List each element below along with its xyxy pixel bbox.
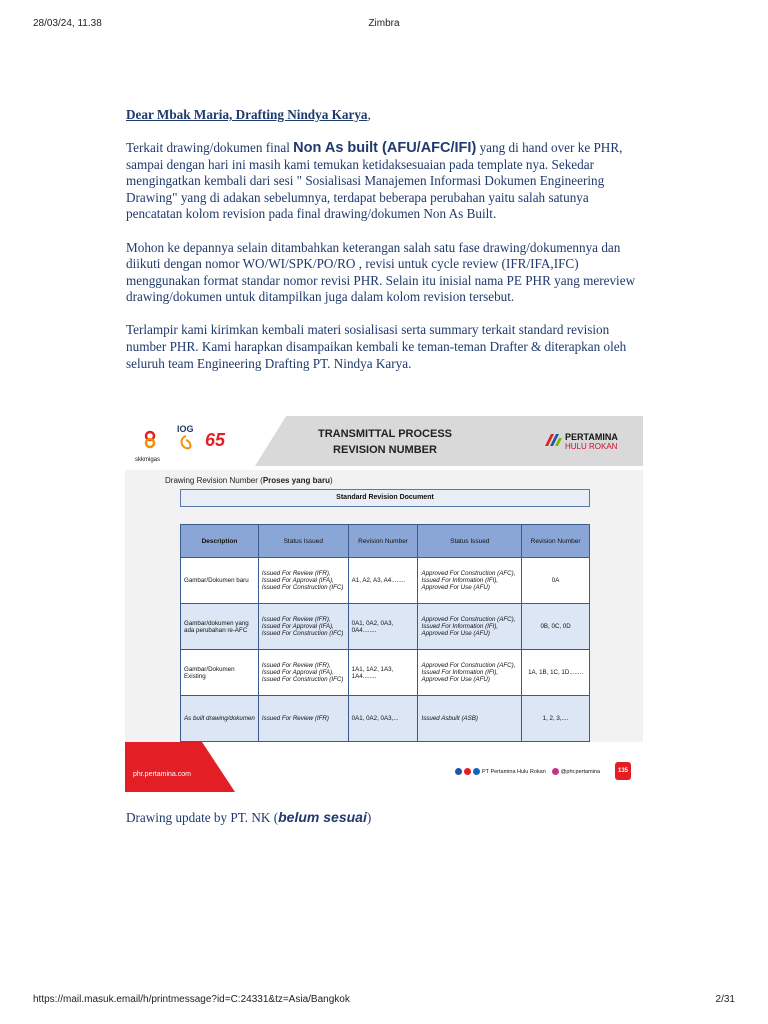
cell-status: Approved For Construction (AFC), Issued For Information (IFI), Approved For Use (AFU) bbox=[418, 604, 522, 650]
cell-status: Approved For Construction (AFC), Issued For Information (IFI), Approved For Use (AFU) bbox=[418, 650, 522, 696]
cell-revision: 0A1, 0A2, 0A3, 0A4........ bbox=[348, 604, 418, 650]
facebook-icon bbox=[455, 768, 462, 775]
pertamina-logo: PERTAMINA HULU ROKAN bbox=[565, 432, 618, 451]
cell-status: Approved For Construction (AFC), Issued For Information (IFI), Approved For Use (AFU) bbox=[418, 558, 522, 604]
table-row bbox=[181, 696, 590, 742]
cell-revision: 0A bbox=[522, 558, 590, 604]
linkedin-icon bbox=[473, 768, 480, 775]
cell-description: As built drawing/dokumen bbox=[181, 696, 259, 742]
cell-status: Issued For Review (IFR), Issued For Approval (IFA), Issued For Construction (IFC) bbox=[258, 558, 348, 604]
print-title: Zimbra bbox=[368, 18, 400, 29]
table-row bbox=[181, 604, 590, 650]
instagram-icon bbox=[552, 768, 559, 775]
col-header: Revision Number bbox=[348, 525, 418, 558]
pertamina-icon bbox=[543, 432, 563, 448]
print-datetime: 28/03/24, 11.38 bbox=[33, 18, 102, 29]
youtube-icon bbox=[464, 768, 471, 775]
emphasis-non-as-built: Non As built (AFU/AFC/IFI) bbox=[293, 140, 477, 157]
col-header: Status Issued bbox=[418, 525, 522, 558]
paragraph-3: Terlampir kami kirimkan kembali materi sosialisasi serta summary terkait standard revision number PHR. Kami harapkan disampaikan kembali ke teman-teman Drafter & diterapkan oleh seluruh team Engineering Drafting PT. Nindya Karya. bbox=[126, 322, 627, 371]
cell-revision: 1A1, 1A2, 1A3, 1A4........ bbox=[348, 650, 418, 696]
email-body bbox=[126, 107, 641, 389]
iog-swirl-icon bbox=[177, 434, 195, 452]
transmittal-slide-image bbox=[125, 406, 643, 792]
page-number: 2/31 bbox=[715, 994, 735, 1005]
social-links: PT Pertamina Hulu Rokan @phr.pertamina bbox=[455, 768, 600, 775]
skkmigas-icon bbox=[135, 428, 165, 456]
col-header: Status Issued bbox=[258, 525, 348, 558]
cell-revision: 1A, 1B, 1C, 1D........ bbox=[522, 650, 590, 696]
slide-footer bbox=[125, 742, 643, 792]
iog-logo: IOG bbox=[177, 424, 195, 457]
cell-description: Gambar/Dokumen Existing bbox=[181, 650, 259, 696]
slide-title: TRANSMITTAL PROCESS REVISION NUMBER bbox=[317, 428, 453, 456]
cell-revision: 1, 2, 3,.... bbox=[522, 696, 590, 742]
table-row bbox=[181, 650, 590, 696]
cell-revision: 0A1, 0A2, 0A3,... bbox=[348, 696, 418, 742]
print-url: https://mail.masuk.email/h/printmessage?id=C:24331&tz=Asia/Bangkok bbox=[33, 994, 350, 1005]
anniversary-logo: 65 bbox=[205, 430, 226, 450]
cell-status: Issued For Review (IFR), Issued For Approval (IFA), Issued For Construction (IFC) bbox=[258, 650, 348, 696]
table-header-row bbox=[181, 525, 590, 558]
cell-revision: 0B, 0C, 0D bbox=[522, 604, 590, 650]
paragraph-2: Mohon ke depannya selain ditambahkan keterangan salah satu fase drawing/dokumennya dan diikuti dengan nomor WO/WI/SPK/PO/RO , revisi untuk cycle review (IFR/IFA,IFC) menggunakan format standar nomor revisi PHR. Selain itu inisial nama PE PHR yang mereview drawing/dokumen untuk ditampilkan juga dalam kolom revision tersebut. bbox=[126, 239, 636, 305]
cell-description: Gambar/dokumen yang ada perubahan re-AFC bbox=[181, 604, 259, 650]
col-header: Revision Number bbox=[522, 525, 590, 558]
drawing-update-caption: Drawing update by PT. NK (belum sesuai) bbox=[126, 809, 372, 825]
cell-status: Issued For Review (IFR) bbox=[258, 696, 348, 742]
greeting: Dear Mbak Maria, Drafting Nindya Karya bbox=[126, 107, 368, 122]
revision-table bbox=[180, 524, 590, 742]
table-row bbox=[181, 558, 590, 604]
standard-revision-heading: Standard Revision Document bbox=[180, 489, 590, 507]
col-header: Description bbox=[181, 525, 259, 558]
cell-revision: A1, A2, A3, A4........ bbox=[348, 558, 418, 604]
paragraph-1: Terkait drawing/dokumen final Non As built (AFU/AFC/IFI) yang di hand over ke PHR, sampai dengan hari ini masih kami temukan ketidaksesuaian pada template nya. Sekedar mengingatkan kembali dari sesi " Sosialisasi Manajemen Informasi Dokumen Engineering Drawing" yang di adakan sebelumnya, terdapat beberapa perubahan yaitu salah satunya pencatatan kolom revision pada final drawing/dokumen Non As Built. bbox=[126, 140, 623, 222]
drawing-revision-label: Drawing Revision Number (Proses yang baru) bbox=[165, 476, 333, 485]
anniversary-badge: 135 bbox=[615, 762, 631, 780]
greeting-line: Dear Mbak Maria, Drafting Nindya Karya, bbox=[126, 107, 371, 122]
red-corner-decoration bbox=[125, 742, 235, 792]
cell-description: Gambar/Dokumen baru bbox=[181, 558, 259, 604]
cell-status: Issued Asbuilt (ASB) bbox=[418, 696, 522, 742]
status-not-conforming: belum sesuai bbox=[278, 809, 367, 825]
slide-footer-url: phr.pertamina.com bbox=[133, 771, 191, 778]
skkmigas-logo: skkmigas bbox=[135, 428, 165, 463]
cell-status: Issued For Review (IFR), Issued For Approval (IFA), Issued For Construction (IFC) bbox=[258, 604, 348, 650]
